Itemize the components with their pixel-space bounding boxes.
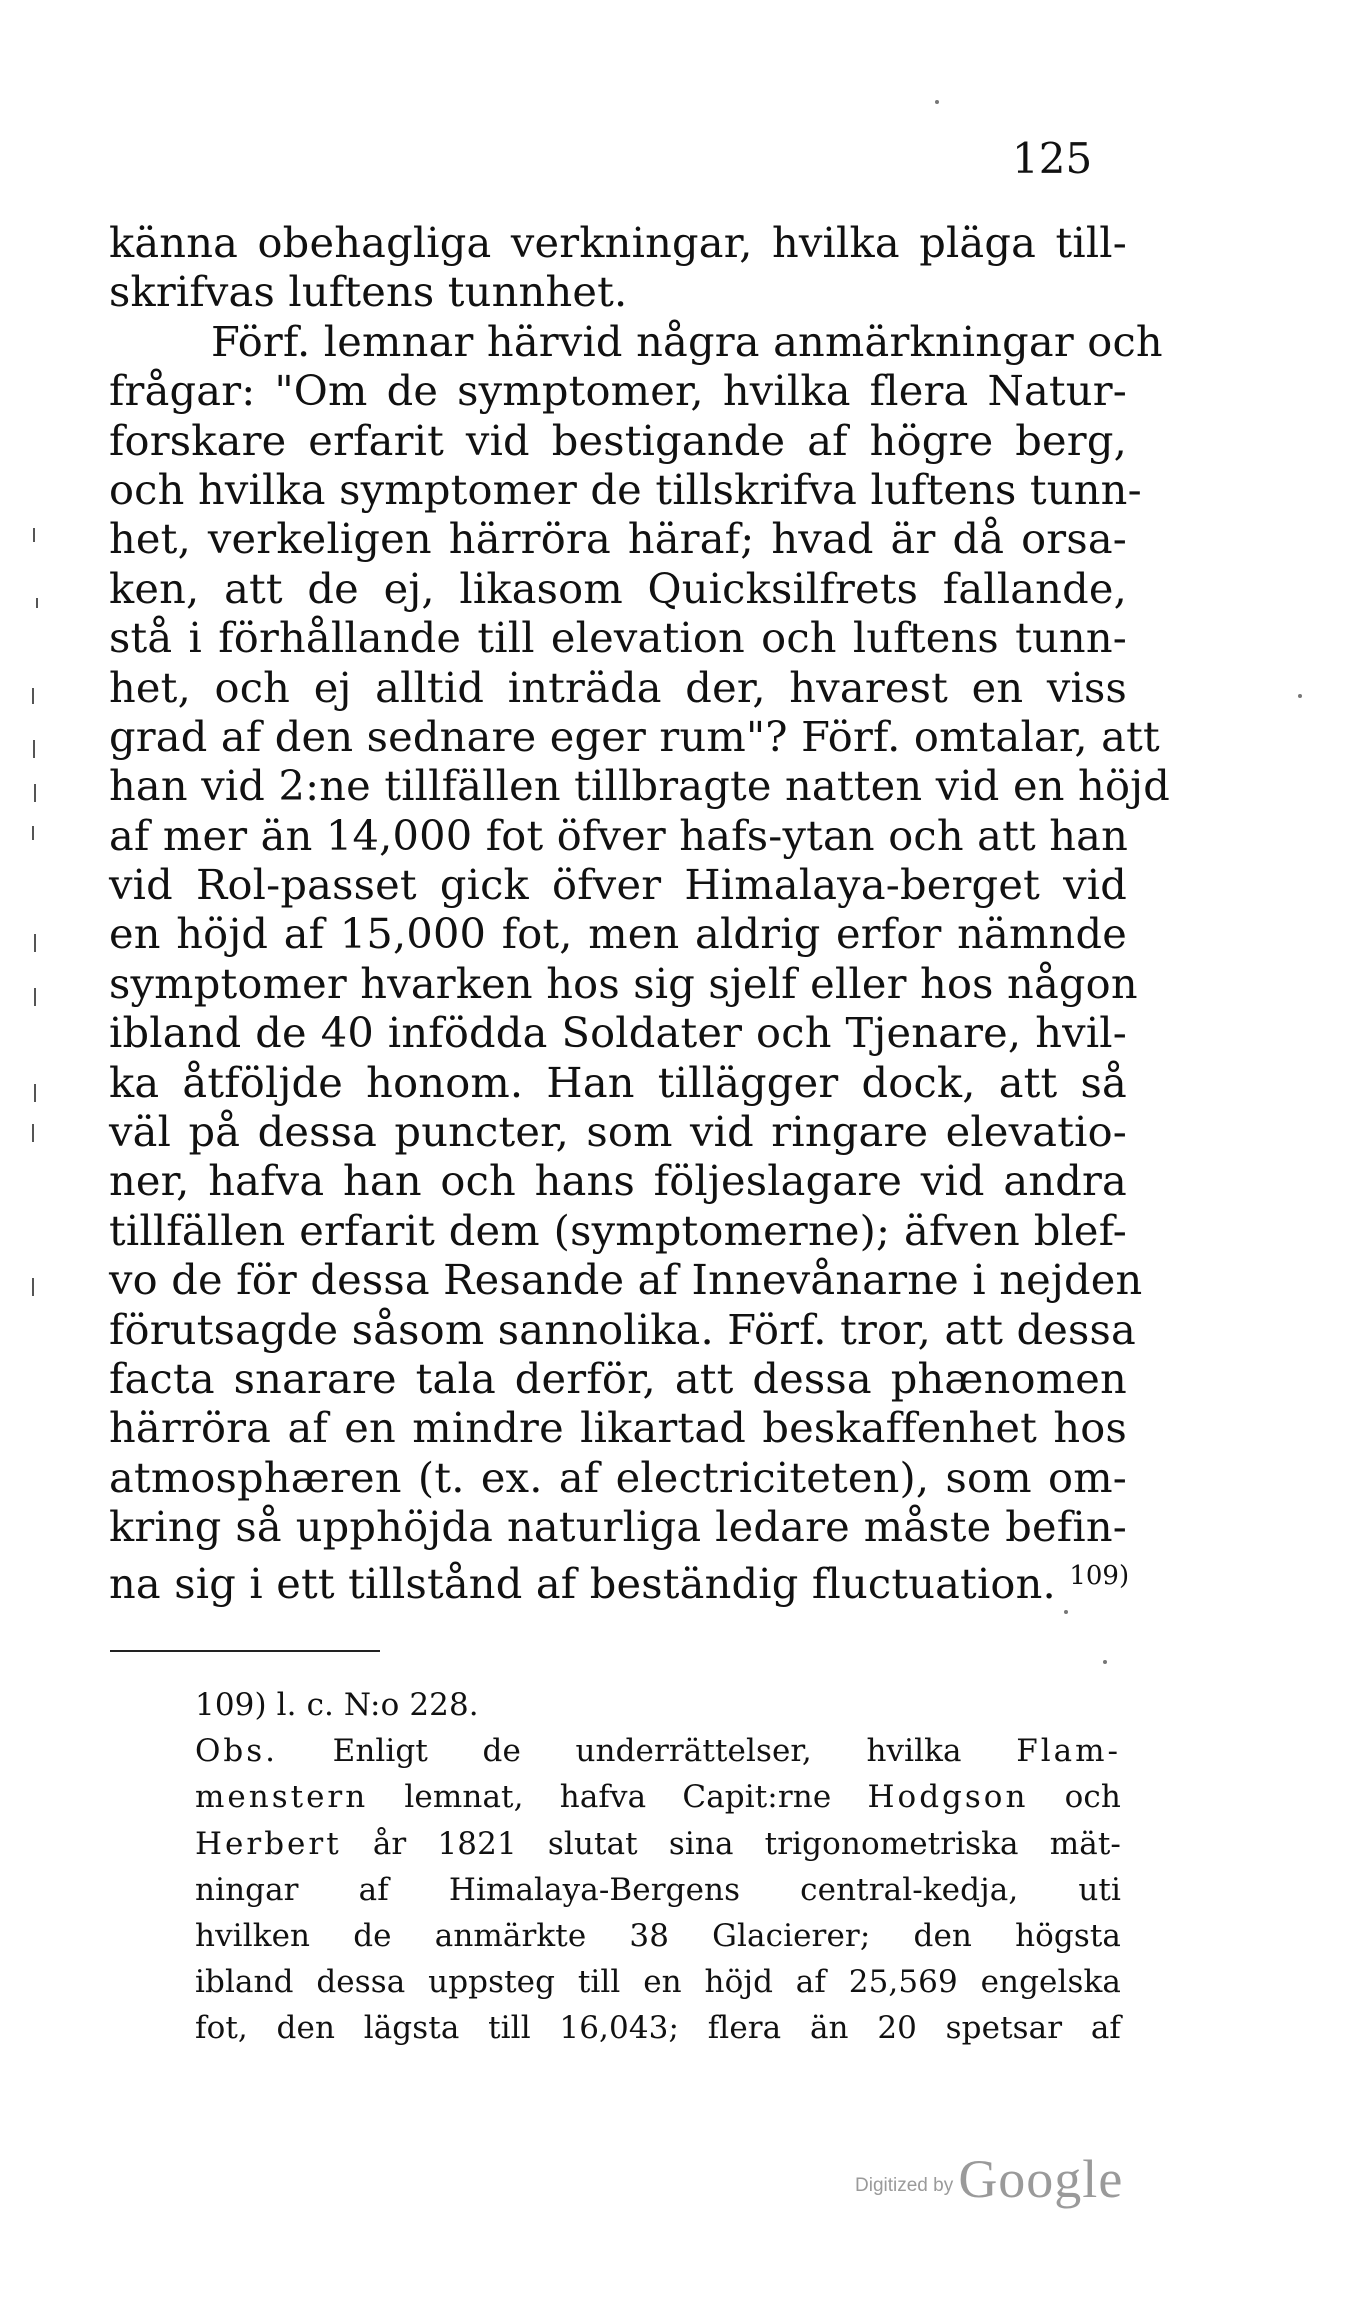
page-number: 125 [1012,134,1093,183]
body-text [109,218,1170,1608]
footnote-line [195,1682,1121,1728]
scan-mark [33,740,35,758]
body-line: facta snarare tala derför, att dessa phænomen [109,1353,1127,1403]
body-line: ner, hafva han och hans följeslagare vid andra [109,1156,1127,1206]
body-line: stå i förhållande till elevation och luftens tunn- [109,613,1127,663]
scan-mark [32,826,34,840]
footnote-number: 109) [195,1687,267,1723]
scan-speck [1298,694,1302,698]
body-line: atmosphæren (t. ex. af electriciteten), som om- [109,1452,1127,1502]
watermark-prefix: Digitized by [855,2175,954,2196]
body-line: väl på dessa puncter, som vid ringare elevatio- [109,1107,1127,1157]
footnote-citation: l. c. N:o 228. [276,1687,479,1723]
body-line: en höjd af 15,000 fot, men aldrig erfor nämnde [109,909,1127,959]
body-line-text: na sig i ett tillstånd af beständig fluctuation. [109,1558,1056,1608]
scan-mark [34,988,36,1006]
body-line-final [109,1552,1130,1608]
scan-mark [34,784,36,802]
body-line: het, verkeligen härröra häraf; hvad är då orsa- [109,514,1127,564]
scan-mark [33,528,35,542]
footnote-line: fot, den lägsta till 16,043; flera än 20 spetsar af [195,2010,1121,2047]
body-line: vid Rol-passet gick öfver Himalaya-berget vid [109,860,1127,910]
footnote-reference: 109) [1069,1560,1130,1591]
body-line: symptomer hvarken hos sig sjelf eller hos någon [109,958,1138,1008]
body-line: ibland de 40 infödda Soldater och Tjenare, hvil- [109,1008,1127,1058]
body-line: vo de för dessa Resande af Innevånarne i nejden [109,1255,1143,1305]
body-line: het, och ej alltid inträda der, hvarest en viss [109,662,1127,712]
footnote-line: ningar af Himalaya-Bergens central-kedja, uti [195,1871,1121,1908]
scan-mark [32,1124,34,1142]
scan-mark [32,688,34,704]
footnote-line: hvilken de anmärkte 38 Glacierer; den högsta [195,1917,1121,1954]
footnote-name: Hodgson [867,1779,1029,1816]
body-line: och hvilka symptomer de tillskrifva luftens tunn- [109,464,1142,514]
body-line: frågar: "Om de symptomer, hvilka flera Natur- [109,366,1127,416]
digitized-watermark [855,2148,1123,2210]
body-line: ka åtföljde honom. Han tillägger dock, att så [109,1057,1127,1107]
footnote-text: och [1064,1779,1121,1816]
footnote-name: Flam- [1016,1733,1121,1770]
body-line: forskare erfarit vid bestigande af högre berg, [109,415,1127,465]
footnote-text: Enligt de underrättelser, hvilka [332,1733,962,1770]
body-line: kring så upphöjda naturliga ledare måste befin- [109,1502,1127,1552]
scan-mark [34,934,36,952]
scan-mark [34,1084,36,1102]
footnote-text: lemnat, hafva Capit:rne [404,1779,832,1816]
footnote-text: år 1821 slutat sina trigonometriska mät- [372,1825,1121,1862]
body-line: skrifvas luftens tunnhet. [109,267,628,317]
google-logo: Google [958,2149,1124,2209]
footnote [195,1682,1121,2052]
body-line: tillfällen erfarit dem (symptomerne); äfven blef- [109,1205,1127,1255]
footnote-obs-label: Obs. [195,1733,279,1770]
body-line: förutsagde såsom sannolika. Förf. tror, att dessa [109,1304,1136,1354]
footnote-name: menstern [195,1779,369,1816]
body-line: känna obehagliga verkningar, hvilka pläga till- [109,218,1127,267]
body-line: härröra af en mindre likartad beskaffenhet hos [109,1403,1127,1453]
body-line: grad af den sednare eger rum"? Förf. omtalar, att [109,711,1160,761]
footnote-line [195,1821,1121,1867]
footnote-line [195,1728,1121,1774]
scan-speck [1064,1610,1068,1614]
scan-speck [1103,1660,1107,1664]
body-line: ken, att de ej, likasom Quicksilfrets fallande, [109,563,1127,613]
footnote-name: Herbert [195,1825,342,1862]
footnote-line: ibland dessa uppsteg till en höjd af 25,569 engelska [195,1964,1121,2001]
footnote-line [195,1774,1121,1820]
scan-mark [32,1278,34,1296]
scan-speck [935,100,939,104]
footnote-divider [110,1650,380,1652]
body-line: han vid 2:ne tillfällen tillbragte natten vid en höjd [109,761,1170,811]
body-line: Förf. lemnar härvid några anmärkningar och [211,316,1163,366]
body-line: af mer än 14,000 fot öfver hafs-ytan och att han [109,810,1129,860]
scan-mark [36,598,38,608]
